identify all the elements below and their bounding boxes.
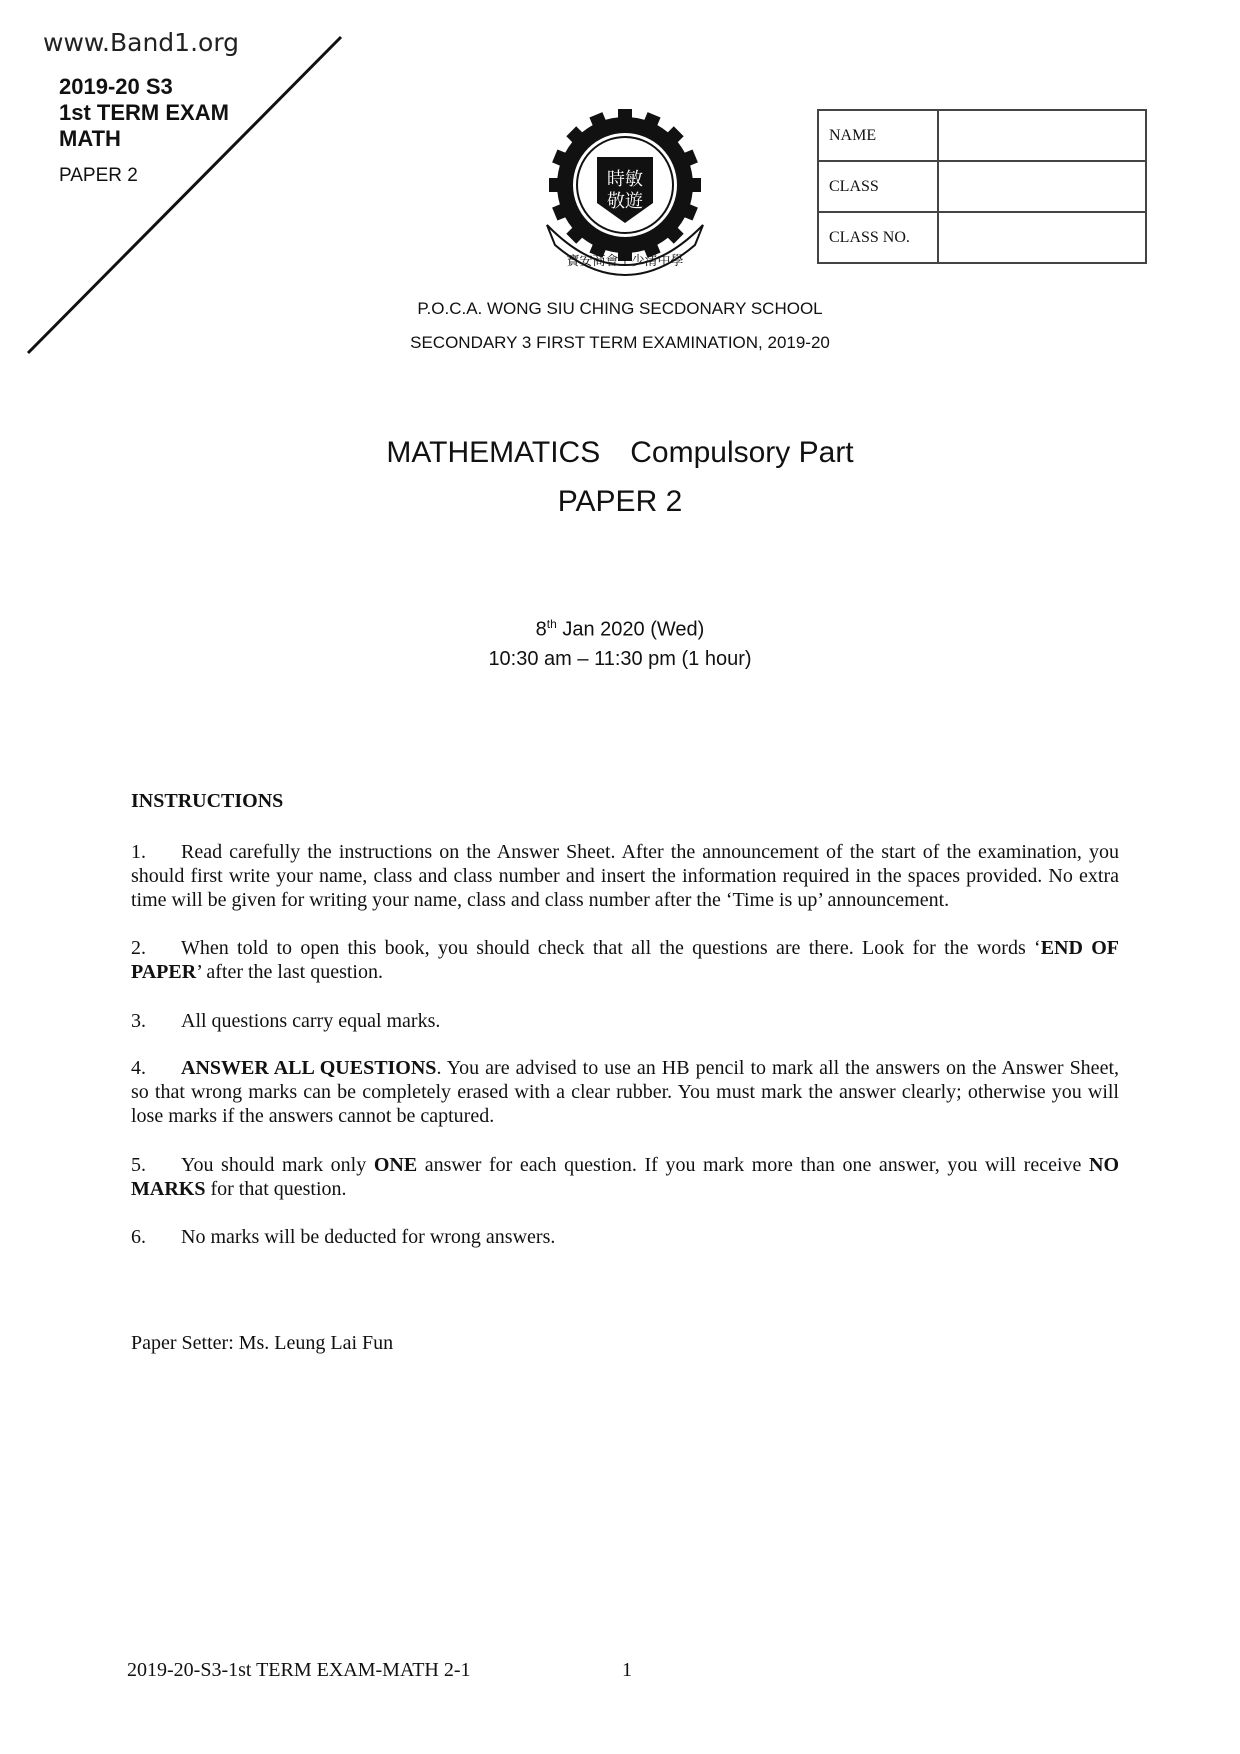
- item-text: All questions carry equal marks.: [181, 1010, 441, 1032]
- date-suffix: th: [546, 617, 557, 631]
- exam-date: [0, 617, 1240, 642]
- item-number: 2.: [131, 937, 146, 959]
- subject-title: [0, 436, 1240, 470]
- item-number: 6.: [131, 1226, 146, 1248]
- school-crest-logo: [535, 105, 715, 285]
- item-text: for that question.: [205, 1178, 347, 1200]
- instruction-item: [131, 1009, 1119, 1033]
- corner-year: 2019-20 S3: [59, 74, 173, 99]
- corner-paper: PAPER 2: [59, 165, 138, 186]
- school-name: P.O.C.A. WONG SIU CHING SECDONARY SCHOOL: [417, 299, 823, 318]
- instruction-item: [131, 936, 1119, 984]
- name-field[interactable]: [938, 110, 1146, 161]
- item-bold: NO MARKS: [131, 1154, 1119, 1200]
- item-text: When told to open this book, you should check that all the questions are there. Look for the words ‘: [181, 937, 1041, 959]
- item-text: You should mark only: [181, 1154, 374, 1176]
- item-text: No marks will be deducted for wrong answers.: [181, 1226, 556, 1248]
- gear-tooth: [618, 109, 632, 123]
- exam-name: SECONDARY 3 FIRST TERM EXAMINATION, 2019-20: [410, 333, 830, 352]
- watermark-url: www.Band1.org: [43, 28, 240, 57]
- item-number: 5.: [131, 1154, 146, 1176]
- class-field[interactable]: [938, 161, 1146, 212]
- paper-title: PAPER 2: [557, 485, 683, 518]
- item-number: 3.: [131, 1010, 146, 1032]
- item-number: 1.: [131, 841, 146, 863]
- page-number: 1: [622, 1659, 632, 1681]
- info-label: NAME: [818, 110, 938, 161]
- item-text: Read carefully the instructions on the Answer Sheet. After the announcement of the start of the examination, you should first write your name, class and class number and insert the information required in the spaces provided. No extra time will be given for writing your name, class and class number after the ‘Time is up’ announcement.: [131, 841, 1119, 911]
- corner-term: 1st TERM EXAM: [59, 100, 229, 125]
- svg-text:寶安商會王少清中學: 寶安商會王少清中學: [566, 253, 684, 268]
- item-number: 4.: [131, 1057, 146, 1079]
- footer-code: 2019-20-S3-1st TERM EXAM-MATH 2-1: [127, 1659, 471, 1681]
- instruction-item: [131, 840, 1119, 912]
- item-bold: END OF PAPER: [131, 937, 1120, 983]
- item-text: . You are advised to use an HB pencil to mark all the answers on the Answer Sheet, so that wrong marks can be completely erased with a clear rubber. You must mark the answer clearly; otherwise you will lose marks if the answers cannot be captured.: [131, 1057, 1119, 1127]
- exam-time: 10:30 am – 11:30 pm (1 hour): [488, 648, 752, 670]
- info-row-class-no: [818, 212, 1146, 263]
- info-label: CLASS NO.: [818, 212, 938, 263]
- corner-subject: MATH: [59, 126, 121, 151]
- class-no-field[interactable]: [938, 212, 1146, 263]
- instruction-item: [131, 1056, 1119, 1128]
- info-row-name: [818, 110, 1146, 161]
- subject-part: Compulsory Part: [630, 436, 854, 469]
- instruction-item: [131, 1225, 1119, 1249]
- item-text: answer for each question. If you mark more than one answer, you will receive: [417, 1154, 1089, 1176]
- svg-text:敬遊: 敬遊: [607, 191, 643, 211]
- gear-tooth: [549, 178, 563, 192]
- info-row-class: [818, 161, 1146, 212]
- paper-setter: Paper Setter: Ms. Leung Lai Fun: [131, 1332, 394, 1354]
- gear-tooth: [687, 178, 701, 192]
- info-label: CLASS: [818, 161, 938, 212]
- student-info-table: [817, 109, 1147, 264]
- date-day: 8: [535, 618, 547, 641]
- date-rest: Jan 2020 (Wed): [556, 618, 705, 641]
- item-bold: ANSWER ALL QUESTIONS: [181, 1057, 437, 1079]
- item-text: ’ after the last question.: [196, 961, 383, 983]
- instructions-heading: INSTRUCTIONS: [131, 790, 284, 812]
- instruction-item: [131, 1153, 1119, 1201]
- item-bold: ONE: [373, 1154, 418, 1176]
- svg-text:時敏: 時敏: [607, 169, 643, 189]
- subject-name: MATHEMATICS: [386, 436, 601, 469]
